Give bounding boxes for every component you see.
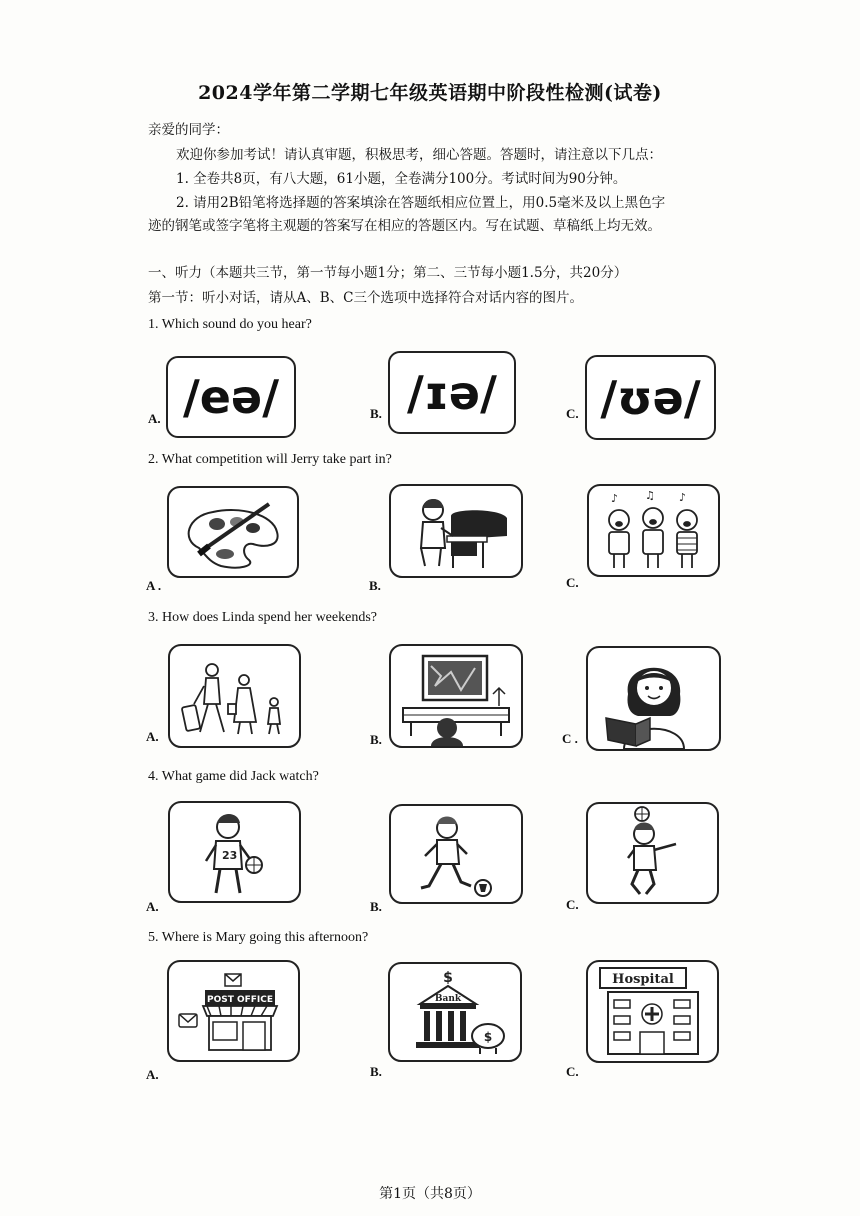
svg-text:23: 23	[222, 849, 238, 862]
exam-title: 2024学年第二学期七年级英语期中阶段性检测(试卷)	[198, 82, 662, 104]
q1-option-b-label: B.	[370, 406, 382, 421]
q2-option-b-picture[interactable]	[389, 484, 523, 578]
dollar-sign: $	[443, 970, 453, 986]
part1-instruction: 第一节：听小对话，请从A、B、C三个选项中选择符合对话内容的图片。	[148, 290, 583, 306]
q1-option-b-symbol[interactable]: /ɪə/	[388, 351, 516, 434]
q3-option-a-picture[interactable]	[168, 644, 301, 748]
hospital-sign: Hospital	[612, 972, 674, 987]
greeting: 亲爱的同学：	[148, 122, 229, 138]
svg-text:$: $	[483, 1030, 493, 1044]
piano-player-icon	[391, 486, 521, 576]
q3-option-c-picture[interactable]	[586, 646, 721, 751]
watching-tv-icon	[391, 646, 521, 746]
q2-option-b-label: B.	[369, 578, 381, 593]
q1-option-a-label: A.	[148, 411, 161, 426]
q3-option-b-picture[interactable]	[389, 644, 523, 748]
q4-option-a-picture[interactable]	[168, 801, 301, 903]
q5-option-a-picture[interactable]	[167, 960, 300, 1062]
q5-option-b-label: B.	[370, 1064, 382, 1079]
section-heading: 一、听力（本题共三节，第一节每小题1分；第二、三节每小题1.5分，共20分）	[148, 265, 628, 281]
svg-text:♪: ♪	[679, 491, 687, 504]
q4-option-c-label: C.	[566, 897, 579, 912]
q4-option-b-picture[interactable]	[389, 804, 523, 904]
bank-icon	[390, 964, 520, 1060]
instruction-point-2-cont: 迹的钢笔或签字笔将主观题的答案写在相应的答题区内。写在试题、草稿纸上均无效。	[148, 218, 661, 234]
family-travel-icon	[170, 646, 299, 746]
question-4: 4. What game did Jack watch?	[148, 769, 319, 784]
question-3: 3. How does Linda spend her weekends?	[148, 610, 377, 625]
football-player-icon	[391, 806, 521, 902]
girl-reading-icon	[588, 648, 719, 749]
painting-palette-icon	[169, 488, 297, 576]
q2-option-c-label: C.	[566, 575, 579, 590]
singing-children-icon	[589, 486, 718, 575]
page-footer: 第1页（共8页）	[379, 1186, 481, 1202]
question-2: 2. What competition will Jerry take part in?	[148, 452, 392, 467]
post-office-sign: POST OFFICE	[206, 995, 274, 1005]
svg-text:♫: ♫	[645, 489, 655, 502]
instruction-point-2: 2. 请用2B铅笔将选择题的答案填涂在答题纸相应位置上，用0.5毫米及以上黑色字	[176, 195, 666, 211]
q1-option-c-symbol[interactable]: /ʊə/	[585, 355, 716, 440]
q5-option-c-picture[interactable]	[586, 960, 719, 1063]
svg-text:♪: ♪	[611, 492, 619, 505]
q1-option-a-symbol[interactable]: /eə/	[166, 356, 296, 438]
q2-option-a-picture[interactable]	[167, 486, 299, 578]
question-1: 1. Which sound do you hear?	[148, 317, 312, 332]
q5-option-a-label: A.	[146, 1067, 159, 1082]
question-5: 5. Where is Mary going this afternoon?	[148, 930, 369, 945]
q4-option-b-label: B.	[370, 899, 382, 914]
q2-option-a-label: A .	[146, 578, 162, 593]
q3-option-a-label: A.	[146, 729, 159, 744]
post-office-icon	[169, 962, 298, 1060]
q5-option-c-label: C.	[566, 1064, 579, 1079]
basketball-player-icon	[170, 803, 299, 901]
q3-option-c-label: C .	[562, 731, 578, 746]
q4-option-a-label: A.	[146, 899, 159, 914]
bank-sign: Bank	[434, 994, 462, 1004]
instruction-point-1: 1. 全卷共8页，有八大题，61小题，全卷满分100分。考试时间为90分钟。	[176, 171, 627, 187]
welcome-text: 欢迎你参加考试！请认真审题，积极思考，细心答题。答题时，请注意以下几点：	[176, 147, 662, 163]
volleyball-player-icon	[588, 804, 717, 902]
q5-option-b-picture[interactable]	[388, 962, 522, 1062]
q2-option-c-picture[interactable]	[587, 484, 720, 577]
q1-option-c-label: C.	[566, 406, 579, 421]
q4-option-c-picture[interactable]	[586, 802, 719, 904]
q3-option-b-label: B.	[370, 732, 382, 747]
hospital-icon	[588, 962, 717, 1061]
